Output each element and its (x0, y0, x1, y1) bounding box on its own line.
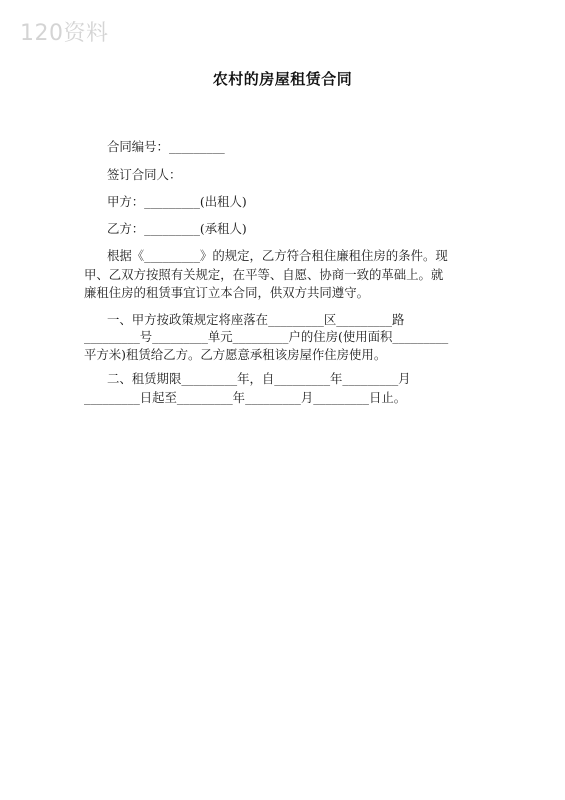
party-b-field: 乙方：_________(承租人) (107, 221, 247, 236)
signatories-label: 签订合同人： (107, 167, 182, 182)
preamble-line-1: 根据《_________》的规定，乙方符合租住廉租住房的条件。现 (107, 248, 448, 263)
preamble-line-2: 甲、乙双方按照有关规定，在平等、自愿、协商一致的革础上。就 (84, 267, 444, 282)
clause-1-line-2: _________号_________单元_________户的住房(使用面积_________ (84, 329, 449, 344)
party-a-field: 甲方：_________(出租人) (107, 194, 247, 209)
clause-2-line-1: 二、租赁期限_________年，自_________年_________月 (107, 371, 411, 386)
preamble-line-3: 廉租住房的租赁事宜订立本合同，供双方共同遵守。 (84, 285, 369, 300)
clause-2-line-2: _________日起至_________年_________月_________日止。 (84, 390, 407, 405)
watermark-logo: 120资料 (20, 21, 109, 46)
contract-number-field: 合同编号：_________ (107, 139, 225, 154)
clause-1-line-1: 一、甲方按政策规定将座落在_________区_________路 (107, 312, 405, 327)
clause-1-line-3: 平方米)租赁给乙方。乙方愿意承租该房屋作住房使用。 (84, 347, 387, 362)
document-title: 农村的房屋租赁合同 (212, 70, 353, 88)
